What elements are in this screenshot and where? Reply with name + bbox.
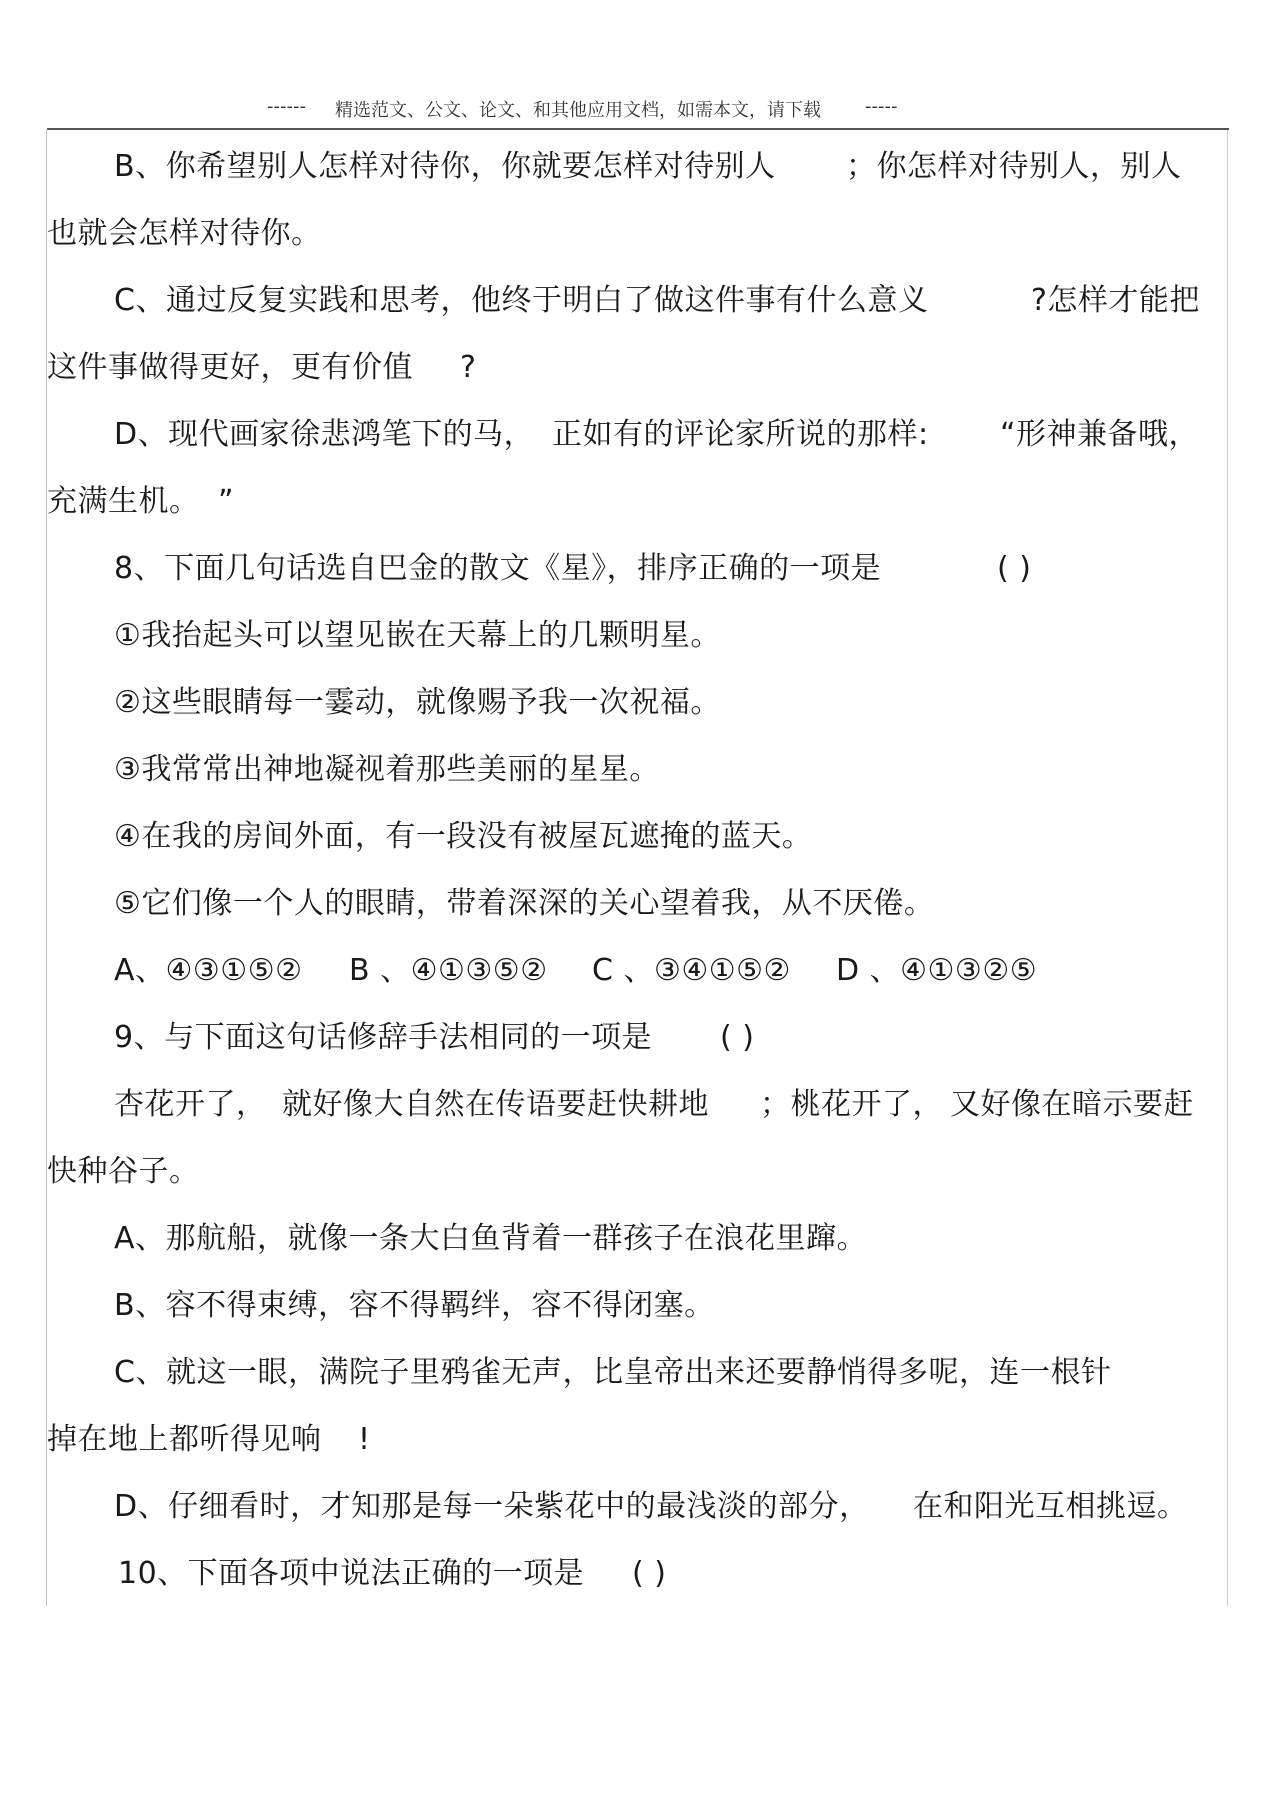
q9-quote-part-a: 杏花开了，: [114, 1087, 267, 1122]
q9-option-d-text-cont: 在和阳光互相挑逗。: [913, 1489, 1188, 1524]
q7-option-b-text-cont: ；你怎样对待别人，别人: [846, 149, 1182, 184]
q8-option-a: A、④③①⑤②: [114, 953, 303, 988]
q9-option-d: [0, 1487, 1275, 1527]
q10-answer-paren: ( ): [632, 1556, 667, 1591]
q7-option-c-line1: [0, 281, 1275, 321]
q8-stem: [0, 549, 1275, 589]
q8-sentence-3: ③我常常出神地凝视着那些美丽的星星。: [114, 752, 660, 787]
q7-option-d-close-quote: ”: [218, 484, 235, 519]
q7-option-c-text: C、通过反复实践和思考，他终于明白了做这件事有什么意义: [114, 283, 929, 318]
q8-option-b: B 、④①③⑤②: [349, 953, 548, 988]
q8-answer-paren: ( ): [997, 551, 1032, 586]
q8-sentence-2: ②这些眼睛每一霎动，就像赐予我一次祝福。: [114, 685, 721, 720]
q8-options: [0, 951, 1275, 991]
q7-option-c-text-cont: ?怎样才能把: [1031, 283, 1200, 318]
q8-stem-text: 8、下面几句话选自巴金的散文《星》，排序正确的一项是: [114, 551, 882, 586]
q8-option-d: D 、④①③②⑤: [836, 953, 1038, 988]
q9-quote-part-c: ；桃花开了，: [760, 1087, 943, 1122]
q7-option-d-quote: “形神兼备哦，: [1000, 417, 1200, 452]
q8-sentence-4: ④在我的房间外面，有一段没有被屋瓦遮掩的蓝天。: [114, 819, 813, 854]
q9-option-c-line1: C、就这一眼，满院子里鸦雀无声，比皇帝出来还要静悄得多呢，连一根针: [114, 1355, 1112, 1390]
q8-option-c: C 、③④①⑤②: [592, 953, 791, 988]
q9-stem-text: 9、与下面这句话修辞手法相同的一项是: [114, 1020, 653, 1055]
q9-option-a: A、那航船，就像一条大白鱼背着一群孩子在浪花里蹿。: [114, 1221, 868, 1256]
q9-option-b: B、容不得束缚，容不得羁绊，容不得闭塞。: [114, 1288, 715, 1323]
header-dashes-left: ------: [267, 96, 306, 117]
page-header: [47, 96, 1229, 124]
q9-quote-line1: [0, 1085, 1275, 1125]
q7-option-d-text-mid: 正如有的评论家所说的那样:: [552, 417, 929, 452]
q9-option-c-line2: [0, 1420, 1275, 1460]
q10-stem-text: 10、下面各项中说法正确的一项是: [118, 1556, 585, 1591]
q8-sentence-5: ⑤它们像一个人的眼睛，带着深深的关心望着我，从不厌倦。: [114, 886, 935, 921]
header-text: 精选范文、公文、论文、和其他应用文档，如需本文，请下载: [335, 100, 821, 121]
header-dashes-right: -----: [865, 96, 898, 117]
q8-sentence-1: ①我抬起头可以望见嵌在天幕上的几颗明星。: [114, 618, 721, 653]
q7-option-c-line2: [0, 348, 1275, 388]
q9-option-c-line2-text: 掉在地上都听得见响: [47, 1422, 322, 1457]
q9-option-c-exclamation: !: [358, 1422, 371, 1457]
q9-option-d-text: D、仔细看时，才知那是每一朵紫花中的最浅淡的部分，: [114, 1489, 870, 1524]
q9-quote-line2: 快种谷子。: [47, 1154, 200, 1189]
q9-quote-part-b: 就好像大自然在传语要赶快耕地: [282, 1087, 709, 1122]
q7-option-b-line1: [0, 147, 1275, 187]
q7-option-d-line1: [0, 415, 1275, 455]
q9-quote-part-d: 又好像在暗示要赶: [950, 1087, 1194, 1122]
q7-option-d-line2: [0, 482, 1275, 522]
q7-option-c-line2-text: 这件事做得更好，更有价值: [47, 350, 413, 385]
q7-option-d-line2-text: 充满生机。: [47, 484, 200, 519]
q7-option-b-line2: 也就会怎样对待你。: [47, 216, 322, 251]
q10-stem: [0, 1554, 1275, 1594]
q9-answer-paren: ( ): [720, 1020, 755, 1055]
q7-option-d-text: D、现代画家徐悲鸿笔下的马，: [114, 417, 535, 452]
q7-option-b-text: B、你希望别人怎样对待你，你就要怎样对待别人: [114, 149, 776, 184]
header-rule: [47, 128, 1229, 130]
q7-option-c-question-mark: ?: [460, 350, 477, 385]
q9-stem: [0, 1018, 1275, 1058]
